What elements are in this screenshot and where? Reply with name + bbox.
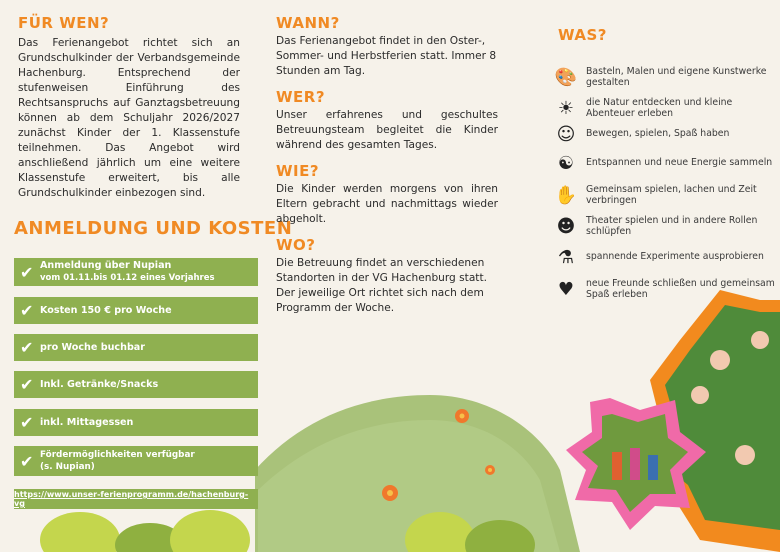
item-line1: Inkl. Getränke/Snacks <box>40 378 159 390</box>
checkmark-icon: ✔ <box>20 451 34 471</box>
wann-heading: WANN? <box>276 14 340 32</box>
nature-icon: ☀ <box>557 97 575 119</box>
list-item <box>550 150 775 176</box>
item-line2: vom 01.11.bis 01.12 eines Vorjahres <box>40 273 215 283</box>
fuer-wen-heading: FÜR WEN? <box>18 14 110 32</box>
wer-heading: WER? <box>276 88 326 106</box>
relax-icon: ☯ <box>557 152 575 174</box>
activity-text: die Natur entdecken und kleine Abenteuer erleben <box>586 96 733 119</box>
activity-text: Basteln, Malen und eigene Kunstwerke gestalten <box>586 65 767 88</box>
wo-heading: WO? <box>276 236 316 254</box>
wie-text: Die Kinder werden morgens von ihren Eltern gebracht und nachmittags wieder abgeholt. <box>276 183 498 225</box>
activity-text: Theater spielen und in andere Rollen schlüpfen <box>586 214 758 237</box>
kids-playing-icon: ☺ <box>556 123 576 145</box>
checkmark-icon: ✔ <box>20 338 34 357</box>
list-item <box>550 121 775 147</box>
anmeldung-heading: ANMELDUNG UND KOSTEN <box>14 218 293 239</box>
list-item <box>14 334 258 361</box>
list-item <box>550 276 775 302</box>
activity-text: Bewegen, spielen, Spaß haben <box>586 128 730 140</box>
list-item <box>14 371 258 398</box>
wo-text: Die Betreuung findet an verschiedenen Standorten in der VG Hachenburg statt. Der jeweilige Ort richtet sich nach dem Programm der Woche. <box>276 257 487 314</box>
handshake-icon: ✋ <box>554 184 578 206</box>
theater-masks-icon: ☻ <box>556 215 576 237</box>
list-item <box>14 409 258 436</box>
list-item <box>550 213 775 239</box>
fuer-wen-text: Das Ferienangebot richtet sich an Grundschulkinder der Verbandsgemeinde Hachenburg. Entsprechend der stufenweisen Einführung des Rechtsanspruchs auf Ganztagsbetreuung können ab dem Schuljahr 2026/2027 zunächst Kinder der 1. Klassenstufe teilnehmen. Das Angebot wird anschließend jährlich um eine weitere Klassenstufe erweitert, bis alle Grundschulkinder einbezogen sind. <box>18 37 240 199</box>
activity-text: Gemeinsam spielen, lachen und Zeit verbringen <box>586 183 757 206</box>
was-heading: WAS? <box>558 26 607 44</box>
wie-heading: WIE? <box>276 162 320 180</box>
fuer-wen-section <box>18 14 240 201</box>
list-item <box>550 244 775 270</box>
list-item <box>550 95 775 121</box>
item-line1: inkl. Mittagessen <box>40 416 134 428</box>
wer-text: Unser erfahrenes und geschultes Betreuungsteam begleitet die Kinder während des gesamten Tages. <box>276 109 498 151</box>
registration-link[interactable]: https://www.unser-ferienprogramm.de/hachenburg-vg <box>14 489 258 509</box>
item-line1: Fördermöglichkeiten verfügbar <box>40 450 195 460</box>
list-item <box>550 182 775 208</box>
checkmark-icon: ✔ <box>20 262 34 282</box>
item-line1: Kosten 150 € pro Woche <box>40 304 172 316</box>
wann-text: Das Ferienangebot findet in den Oster-, Sommer- und Herbstferien statt. Immer 8 Stunden am Tag. <box>276 35 497 77</box>
palette-icon: 🎨 <box>554 66 578 88</box>
list-item <box>550 64 775 90</box>
checkmark-icon: ✔ <box>20 301 34 320</box>
list-item <box>14 297 258 324</box>
bush-left <box>40 510 250 552</box>
list-item <box>14 258 258 286</box>
item-line1: Anmeldung über Nupian <box>40 260 172 271</box>
checkmark-icon: ✔ <box>20 413 34 432</box>
friends-icon: ♥ <box>557 278 575 300</box>
experiment-icon: ⚗ <box>557 246 575 268</box>
info-column <box>276 14 498 325</box>
activity-text: neue Freunde schließen und gemeinsam Spaß erleben <box>586 277 775 300</box>
item-line1: pro Woche buchbar <box>40 341 146 353</box>
checkmark-icon: ✔ <box>20 375 34 394</box>
item-line2: (s. Nupian) <box>40 462 95 472</box>
activity-text: Entspannen und neue Energie sammeln <box>586 157 773 169</box>
list-item <box>14 446 258 476</box>
activity-text: spannende Experimente ausprobieren <box>586 251 764 263</box>
